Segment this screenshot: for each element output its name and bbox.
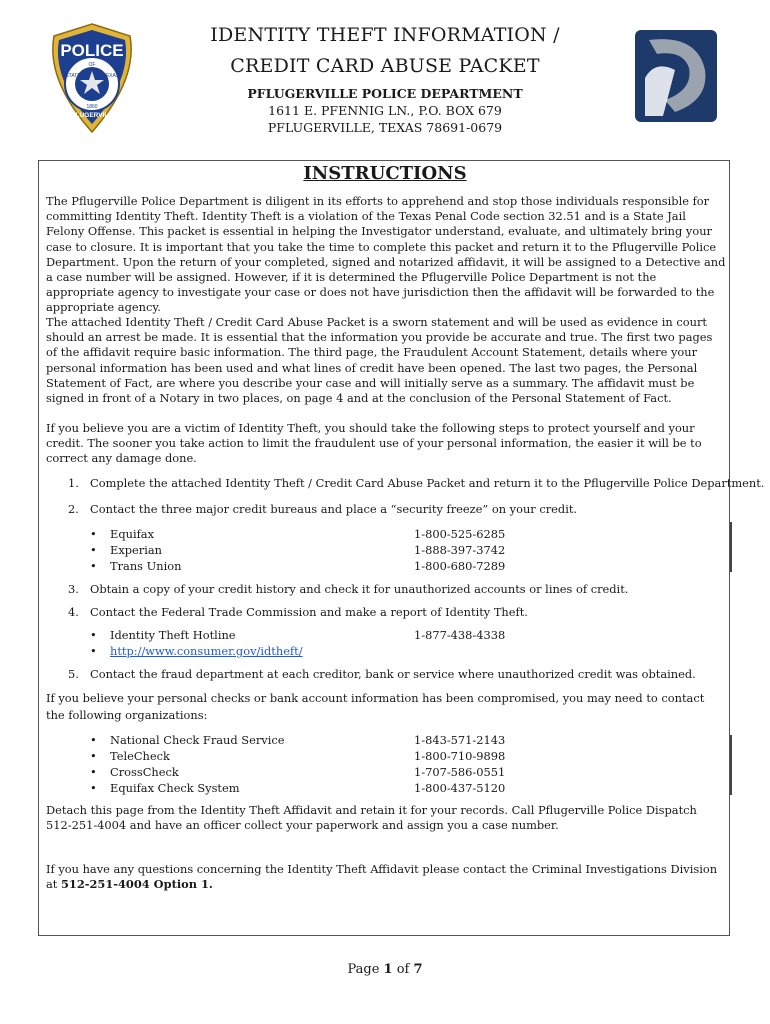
bureau-name: Trans Union [110, 559, 182, 573]
page-total: 7 [413, 962, 423, 977]
step-text: Contact the fraud department at each creditor, bank or service where unauthorized credit was obtained. [90, 667, 696, 681]
step-text: Contact the three major credit bureaus and place a “security freeze” on your credit. [90, 502, 578, 516]
paragraph-questions [46, 862, 726, 892]
bureau-phone: 1-888-397-3742 [414, 543, 506, 557]
step-number: 1. [68, 476, 79, 490]
address-line-2: PFLUGERVILLE, TEXAS 78691-0679 [267, 120, 503, 135]
badge-state-of: OF [88, 62, 96, 68]
margin-mark [730, 522, 732, 572]
paragraph-intro: The Pflugerville Police Department is diligent in its efforts to apprehend and stop those individuals responsible for committing Identity Theft. Identity Theft is a violation of the Texas Penal Code section 32.51 and is a State Jail Felony Offense. This packet is essential in helping the Investigator understand, evaluate, and ultimately bring your case to closure. It is important that you take the time to complete this packet and return it to the Pflugerville Police Department. Upon the return of your completed, signed and notarized affidavit, it will be assigned to a Detective and a case number will be assigned. However, if it is determined the Pflugerville Police Department is not the appropriate agency to investigate your case or does not have jurisdiction then the affidavit will be forwarded to the appropriate agency. [46, 194, 726, 315]
bureau-phone: 1-800-680-7289 [414, 559, 506, 573]
badge-state-left: STATE [65, 73, 81, 79]
margin-mark [730, 735, 732, 795]
step-text: Obtain a copy of your credit history and check it for unauthorized accounts or lines of credit. [90, 582, 629, 596]
check-org-phone: 1-843-571-2143 [414, 733, 506, 747]
bureau-name: Experian [110, 543, 162, 557]
questions-text: If you have any questions concerning the Identity Theft Affidavit please contact the Criminal Investigations Division at [46, 862, 718, 892]
check-org-phone: 1-800-710-9898 [414, 749, 506, 763]
badge-year: 1860 [86, 104, 98, 110]
paragraph-detach: Detach this page from the Identity Theft Affidavit and retain it for your records. Call Pflugerville Police Dispatch 512-251-4004 and have an officer collect your paperwork and assign you a case number. [46, 803, 697, 833]
ftc-website-link[interactable]: http://www.consumer.gov/idtheft/ [110, 644, 303, 658]
step-number: 2. [68, 502, 79, 516]
step-number: 5. [68, 667, 79, 681]
step-number: 3. [68, 582, 79, 596]
police-badge-logo [44, 22, 140, 134]
paragraph-packet: The attached Identity Theft / Credit Card Abuse Packet is a sworn statement and will be used as evidence in court should an arrest be made. It is essential that the information you provide be accurate and true. The first two pages of the affidavit require basic information. The third page, the Fraudulent Account Statement, details where your personal information has been used and what lines of credit have been opened. The last two pages, the Personal Statement of Fact, are where you describe your case and will initially serve as a summary. The affidavit must be signed in front of a Notary in two places, on page 4 and at the conclusion of the Personal Statement of Fact. [46, 315, 713, 406]
check-org-phone: 1-707-586-0551 [414, 765, 506, 779]
step-text: Complete the attached Identity Theft / Credit Card Abuse Packet and return it to the Pflugerville Police Department. [90, 476, 765, 490]
bullet-icon: • [90, 527, 97, 541]
badge-city: PFLUGERVILLE [67, 112, 117, 119]
cid-phone: 512-251-4004 Option 1. [61, 877, 213, 892]
bullet-icon: • [90, 559, 97, 573]
bullet-icon: • [90, 749, 97, 763]
paragraph-checks: If you believe your personal checks or bank account information has been compromised, you may need to contact the following organizations: [46, 691, 705, 722]
check-org-name: Equifax Check System [110, 781, 240, 795]
bullet-icon: • [90, 765, 97, 779]
bullet-icon: • [90, 781, 97, 795]
badge-state-right: TEXAS [102, 73, 120, 79]
instructions-title: INSTRUCTIONS [303, 163, 467, 184]
bullet-icon: • [90, 543, 97, 557]
bullet-icon: • [90, 628, 97, 642]
bureau-phone: 1-800-525-6285 [414, 527, 506, 541]
check-org-name: National Check Fraud Service [110, 733, 285, 747]
address-line-1: 1611 E. PFENNIG LN., P.O. BOX 679 [268, 103, 502, 118]
paragraph-victim-steps: If you believe you are a victim of Identity Theft, you should take the following steps to protect yourself and your credit. The sooner you take action to limit the fraudulent use of your personal information, the easier it will be to correct any damage done. [46, 421, 702, 466]
check-org-name: CrossCheck [110, 765, 179, 779]
ftc-hotline-label: Identity Theft Hotline [110, 628, 236, 642]
page-number-footer [0, 962, 770, 977]
title-line-1: IDENTITY THEFT INFORMATION / [210, 24, 560, 46]
step-number: 4. [68, 605, 79, 619]
bureau-name: Equifax [110, 527, 155, 541]
badge-top-text: POLICE [60, 41, 124, 60]
ftc-hotline-phone: 1-877-438-4338 [414, 628, 506, 642]
check-org-phone: 1-800-437-5120 [414, 781, 506, 795]
check-org-name: TeleCheck [110, 749, 170, 763]
bullet-icon: • [90, 644, 97, 658]
title-line-2: CREDIT CARD ABUSE PACKET [230, 55, 540, 77]
page-word: Page [347, 962, 380, 977]
of-word: of [396, 962, 410, 977]
bullet-icon: • [90, 733, 97, 747]
department-name: PFLUGERVILLE POLICE DEPARTMENT [247, 86, 523, 101]
step-text: Contact the Federal Trade Commission and make a report of Identity Theft. [90, 605, 528, 619]
brand-logo [635, 30, 717, 122]
page-current: 1 [383, 962, 393, 977]
